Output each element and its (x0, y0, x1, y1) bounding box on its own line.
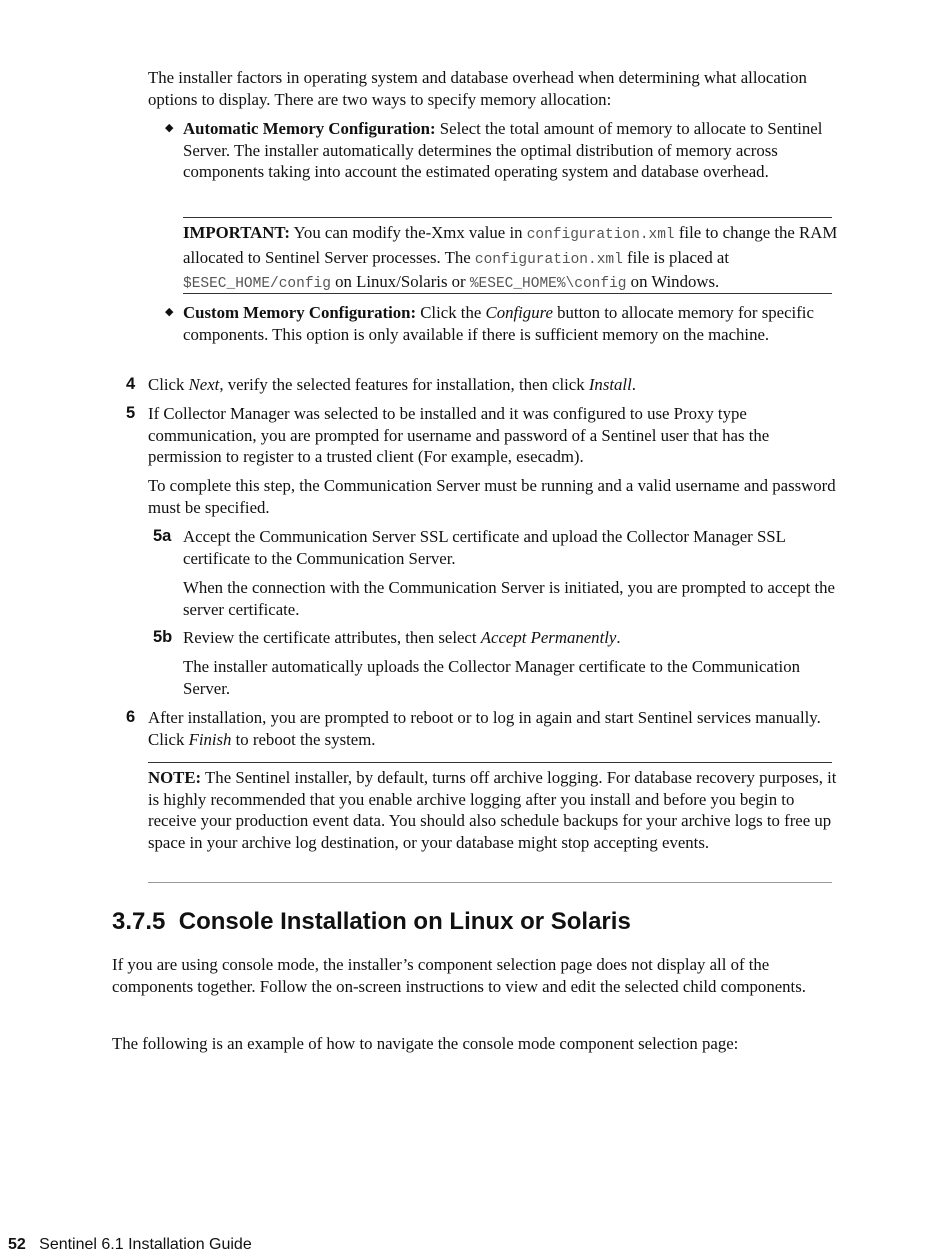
document-title: Sentinel 6.1 Installation Guide (39, 1236, 252, 1253)
step-4-text: . (631, 375, 636, 394)
step-6-text: After installation, you are prompted to reboot or to log in again and start Sentinel services manually. Click (148, 708, 821, 749)
section-paragraph: The following is an example of how to navigate the console mode component selection page: (112, 1034, 739, 1053)
important-text: on Linux/Solaris or (330, 272, 470, 292)
step-number: 5 (126, 404, 136, 422)
auto-memory-item (183, 118, 838, 183)
step-number: 5b (153, 628, 173, 646)
code-config-file: configuration.xml (474, 251, 623, 268)
auto-memory-text: Select the total amount of memory to allocate to Sentinel Server. The installer automatically determines the optimal distribution of memory across components taking into account the estimated operating system and database overhead. (183, 119, 823, 182)
step-4 (148, 374, 838, 396)
important-label: IMPORTANT: (183, 223, 290, 242)
step-5a: Accept the Communication Server SSL certificate and upload the Collector Manager SSL certificate to the Communication Server. (183, 527, 786, 568)
note-text: The Sentinel installer, by default, turns off archive logging. For database recovery purposes, it is highly recommended that you enable archive logging after you install and before you begin to receive your production event data. You should also schedule backups for your archive logs to free up space in your archive log destination, or your database might stop accepting events. (148, 768, 837, 852)
code-windows-path: %ESEC_HOME%\config (469, 276, 627, 293)
step-5b (183, 627, 838, 649)
custom-memory-text: button to allocate memory for specific components. This option is only available if there is sufficient memory on the machine. (183, 303, 814, 344)
accept-permanently-term: Accept Permanently (480, 628, 617, 647)
important-text: on Windows. (626, 272, 720, 292)
intro-paragraph: The installer factors in operating system and database overhead when determining what allocation options to display. There are two ways to specify memory allocation: (148, 68, 807, 109)
next-term: Next (188, 375, 220, 394)
important-bottom-rule (183, 293, 832, 294)
custom-memory-label: Custom Memory Configuration: (183, 303, 417, 322)
step-6 (148, 707, 838, 750)
step-4-text: Click (148, 375, 189, 394)
page-footer (8, 1235, 252, 1255)
important-top-rule (183, 217, 832, 218)
section-number: 3.7.5 (112, 908, 166, 935)
section-paragraph: If you are using console mode, the installer’s component selection page does not display all of the components together. Follow the on-screen instructions to view and edit the selected child components. (112, 955, 806, 996)
bullet-icon: ◆ (165, 306, 174, 318)
step-5-detail: To complete this step, the Communication Server must be running and a valid username and password must be specified. (148, 476, 836, 517)
step-number: 5a (153, 527, 172, 545)
custom-memory-item (183, 302, 838, 345)
install-term: Install (588, 375, 632, 394)
finish-term: Finish (188, 729, 232, 749)
code-config-file: configuration.xml (526, 227, 675, 243)
step-5b-detail: The installer automatically uploads the Collector Manager certificate to the Communication Server. (183, 657, 800, 698)
important-text: You can modify the-Xmx value in (289, 223, 527, 242)
section-heading (112, 907, 872, 937)
auto-memory-label: Automatic Memory Configuration: (183, 119, 436, 138)
note-label: NOTE: (148, 768, 202, 787)
important-note (183, 222, 838, 296)
note-box (148, 767, 838, 853)
important-text: file to change the RAM allocated to Sentinel Server processes. The (183, 223, 838, 267)
configure-term: Configure (485, 303, 553, 322)
section-title: Console Installation on Linux or Solaris (178, 908, 631, 935)
note-top-rule (148, 762, 832, 763)
step-4-text: , verify the selected features for installation, then click (219, 375, 589, 394)
step-number: 4 (126, 375, 136, 393)
step-5b-text: . (616, 628, 621, 647)
custom-memory-text: Click the (416, 303, 486, 322)
step-6-text: to reboot the system. (231, 729, 376, 749)
step-5a-detail: When the connection with the Communication Server is initiated, you are prompted to accept the server certificate. (183, 578, 835, 619)
important-text: file is placed at (622, 247, 730, 267)
step-number: 6 (126, 708, 136, 726)
note-bottom-rule (148, 882, 832, 883)
code-linux-path: $ESEC_HOME/config (183, 276, 331, 293)
step-5: If Collector Manager was selected to be installed and it was configured to use Proxy type communication, you are prompted for username and password of a Sentinel user that has the permission to register to a trusted client (For example, esecadm). (148, 404, 770, 467)
bullet-icon: ◆ (165, 122, 174, 134)
step-5b-text: Review the certificate attributes, then select (183, 628, 481, 647)
page-number: 52 (8, 1236, 26, 1253)
